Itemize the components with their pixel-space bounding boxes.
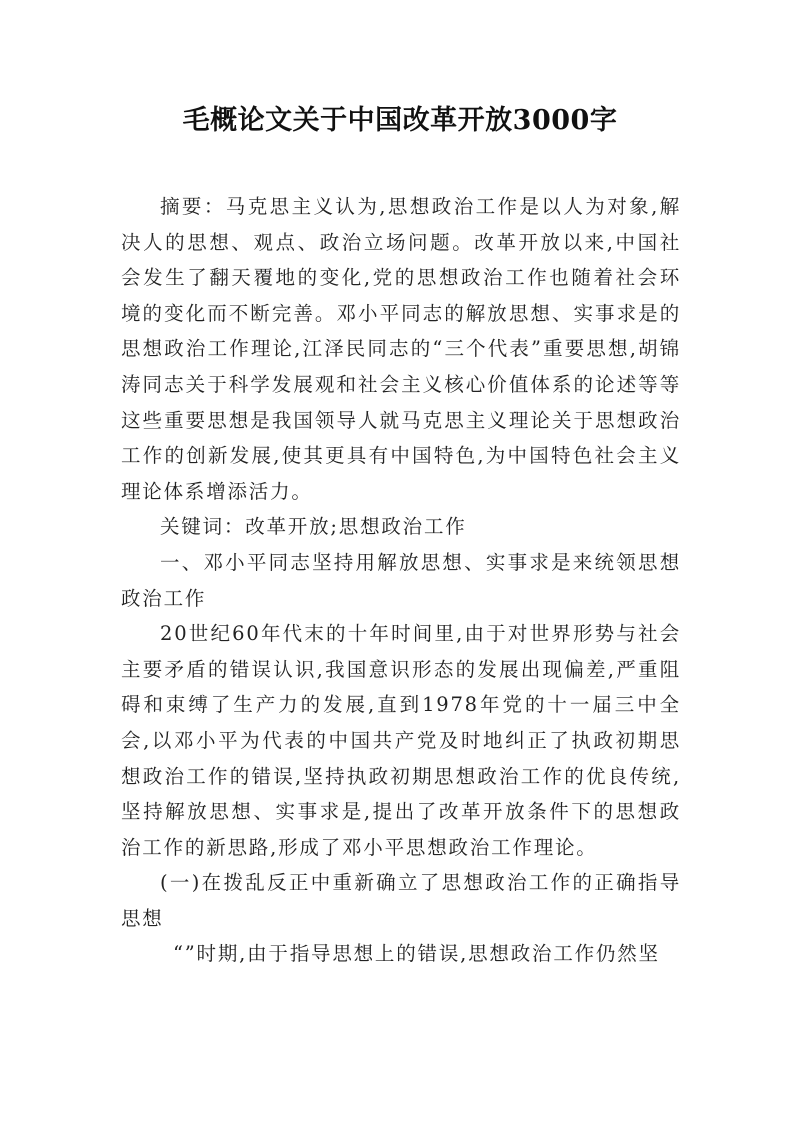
body-paragraph-continued: “”时期,由于指导思想上的错误,思想政治工作仍然坚: [173, 942, 660, 966]
section-heading-1: 一、邓小平同志坚持用解放思想、实事求是来统领思想政治工作: [121, 550, 681, 610]
body-paragraph: 20世纪60年代末的十年时间里,由于对世界形势与社会主要矛盾的错误认识,我国意识形态的发展出现偏差,严重阻碍和束缚了生产力的发展,直到1978年党的十一届三中全会,以邓小平为代表的中国共产党及时地纠正了执政初期思想政治工作的错误,坚持执政初期思想政治工作的优良传统,坚持解放思想、实事求是,提出了改革开放条件下的思想政治工作的新思路,形成了邓小平思想政治工作理论。: [121, 622, 681, 859]
abstract-paragraph: 摘要：马克思主义认为,思想政治工作是以人为对象,解决人的思想、观点、政治立场问题。改革开放以来,中国社会发生了翻天覆地的变化,党的思想政治工作也随着社会环境的变化而不断完善。邓小平同志的解放思想、实事求是的思想政治工作理论,江泽民同志的“三个代表”重要思想,胡锦涛同志关于科学发展观和社会主义核心价值体系的论述等等这些重要思想是我国领导人就马克思主义理论关于思想政治工作的创新发展,使其更具有中国特色,为中国特色社会主义理论体系增添活力。: [121, 195, 681, 503]
document-title: 毛概论文关于中国改革开放3000字: [182, 105, 618, 136]
subsection-heading-1: (一)在拨乱反正中重新确立了思想政治工作的正确指导思想: [121, 871, 681, 930]
keywords-paragraph: 关键词：改革开放;思想政治工作: [160, 515, 467, 539]
document-body: [121, 189, 681, 972]
